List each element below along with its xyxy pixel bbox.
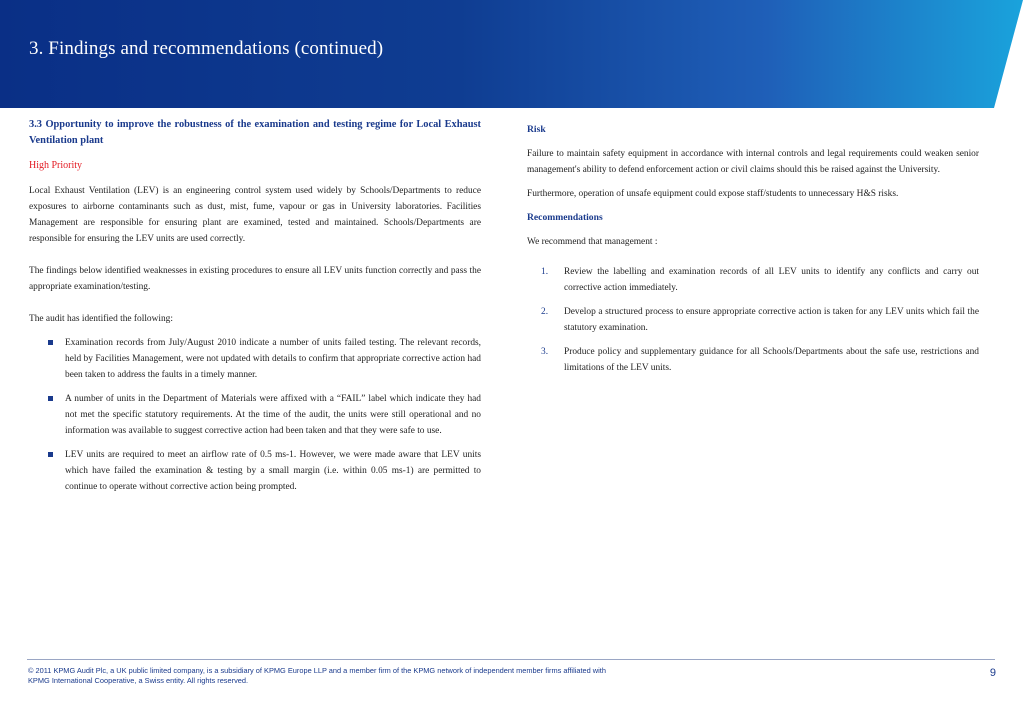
risk-paragraph: Furthermore, operation of unsafe equipment could expose staff/students to unnecessary H&S risks. (527, 189, 899, 199)
list-number: 2. (541, 307, 549, 317)
copyright-line: © 2011 KPMG Audit Plc, a UK public limited company, is a subsidiary of KPMG Europe LLP and a member firm of the KPMG network of independent member firms affiliated with (28, 666, 606, 675)
list-item-text: Review the labelling and examination records of all LEV units to identify any conflicts and carry out corrective action immediately. (564, 267, 979, 293)
list-item-text: Produce policy and supplementary guidance for all Schools/Departments about the safe use, restrictions and limitations of the LEV units. (564, 347, 979, 373)
header-banner (0, 0, 1023, 108)
copyright-line: KPMG International Cooperative, a Swiss entity. All rights reserved. (28, 676, 249, 685)
recommendations-intro: We recommend that management : (527, 237, 658, 247)
list-item-text: Develop a structured process to ensure appropriate corrective action is taken for any LEV units which fail the statutory examination. (564, 307, 979, 333)
risk-heading: Risk (527, 124, 546, 135)
list-number: 3. (541, 347, 549, 357)
risk-paragraph: Failure to maintain safety equipment in accordance with internal controls and legal requirements could weaken senior management's ability to defend enforcement action or civil claims should this be raised against the University. (527, 149, 979, 175)
intro-paragraph: Local Exhaust Ventilation (LEV) is an engineering control system used widely by Schools/Departments to reduce exposures to airborne contaminants such as dust, mist, fume, vapour or gas in University laboratories. Facilities Management are responsible for ensuring plant are examined, tested and maintained. Schools/Departments are responsible for ensuring the LEV units are used correctly. (29, 186, 481, 244)
list-item (527, 304, 979, 336)
recommendations-list (527, 264, 979, 376)
audit-intro-paragraph: The audit has identified the following: (29, 314, 173, 324)
findings-list (29, 335, 481, 495)
page-title: 3. Findings and recommendations (continued) (29, 38, 384, 59)
list-item (527, 264, 979, 296)
square-bullet-icon (48, 452, 53, 457)
recommendations-heading: Recommendations (527, 212, 603, 223)
list-item (29, 391, 481, 439)
list-item (527, 344, 979, 376)
list-item (29, 335, 481, 383)
list-item-text: LEV units are required to meet an airflow rate of 0.5 ms-1. However, we were made aware that LEV units which have failed the examination & testing by a small margin (i.e. within 0.05 ms-1) are permitted to continue to operate without corrective action being prompted. (65, 450, 481, 492)
priority-label: High Priority (29, 160, 83, 171)
list-item-text: Examination records from July/August 2010 indicate a number of units failed testing. The relevant records, held by Facilities Management, were not updated with details to confirm that appropriate corrective action had been taken to address the faults in a timely manner. (65, 338, 481, 380)
findings-paragraph: The findings below identified weaknesses in existing procedures to ensure all LEV units function correctly and pass the appropriate examination/testing. (29, 266, 481, 292)
footer-divider (27, 659, 995, 660)
list-item (29, 447, 481, 495)
copyright-notice (28, 666, 668, 686)
section-heading: 3.3 Opportunity to improve the robustness of the examination and testing regime for Local Exhaust Ventilation plant (29, 119, 481, 146)
page-number: 9 (989, 667, 996, 679)
square-bullet-icon (48, 396, 53, 401)
risk-recommendations-column (527, 122, 979, 384)
list-number: 1. (541, 267, 549, 277)
findings-column (29, 117, 481, 503)
square-bullet-icon (48, 340, 53, 345)
list-item-text: A number of units in the Department of Materials were affixed with a “FAIL” label which indicate they had not met the specific statutory requirements. At the time of the audit, the units were still operational and no information was available to suggest corrective action had been taken and that they were safe to use. (65, 394, 481, 436)
